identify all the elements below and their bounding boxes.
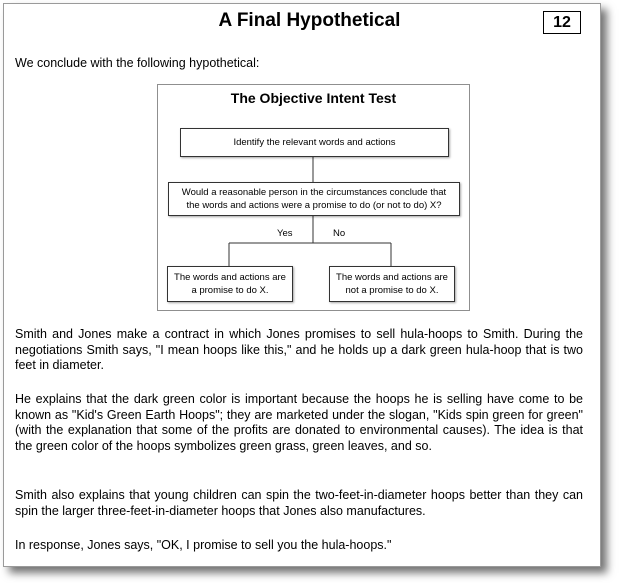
outcome-not-promise-text [336, 271, 448, 297]
flowchart-question-box [168, 182, 460, 216]
outcome-not-promise-line-2: not a promise to do X. [345, 285, 439, 296]
objective-intent-flowchart [157, 84, 470, 311]
outcome-promise-text [174, 271, 286, 297]
outcome-promise-line-2: a promise to do X. [191, 285, 269, 296]
flowchart-step-identify [180, 128, 449, 157]
flowchart-title: The Objective Intent Test [230, 90, 397, 106]
paragraph-contract: Smith and Jones make a contract in which Jones promises to sell hula-hoops to Smith. During the negotiations Smith says, "I mean hoops like this," and he holds up a dark green hula-hoop that is two feet in diameter. [15, 327, 583, 372]
outcome-not-promise-line-1: The words and actions are [336, 272, 448, 283]
outcome-promise-line-1: The words and actions are [174, 272, 286, 283]
question-line-1: Would a reasonable person in the circumstances conclude that [181, 187, 447, 198]
intro-text: We conclude with the following hypothetical: [15, 56, 260, 70]
question-text [182, 186, 446, 212]
paragraph-green-color: He explains that the dark green color is important because the hoops he is selling have come to be known as "Kid's Green Earth Hoops"; they are marketed under the slogan, "Kids spin green for green" (with the explanation that some of the profits are donated to environmental causes). The idea is that the green color of the hoops symbolizes green grass, green leaves, and so. [15, 392, 583, 453]
question-line-2: the words and actions were a promise to do (or not to do) X? [186, 200, 442, 211]
step-identify-text: Identify the relevant words and actions [233, 137, 396, 148]
slide-title: A Final Hypothetical [218, 10, 401, 31]
outcome-promise-box [167, 266, 293, 302]
page-number-badge: 12 [543, 11, 581, 34]
outcome-not-promise-box [329, 266, 455, 302]
paragraph-hoop-size: Smith also explains that young children can spin the two-feet-in-diameter hoops better than they can spin the larger three-feet-in-diameter hoops that Jones also manufactures. [15, 488, 583, 518]
yes-label: Yes [277, 228, 293, 239]
no-label: No [333, 228, 346, 239]
paragraph-response: In response, Jones says, "OK, I promise to sell you the hula-hoops." [15, 538, 392, 552]
